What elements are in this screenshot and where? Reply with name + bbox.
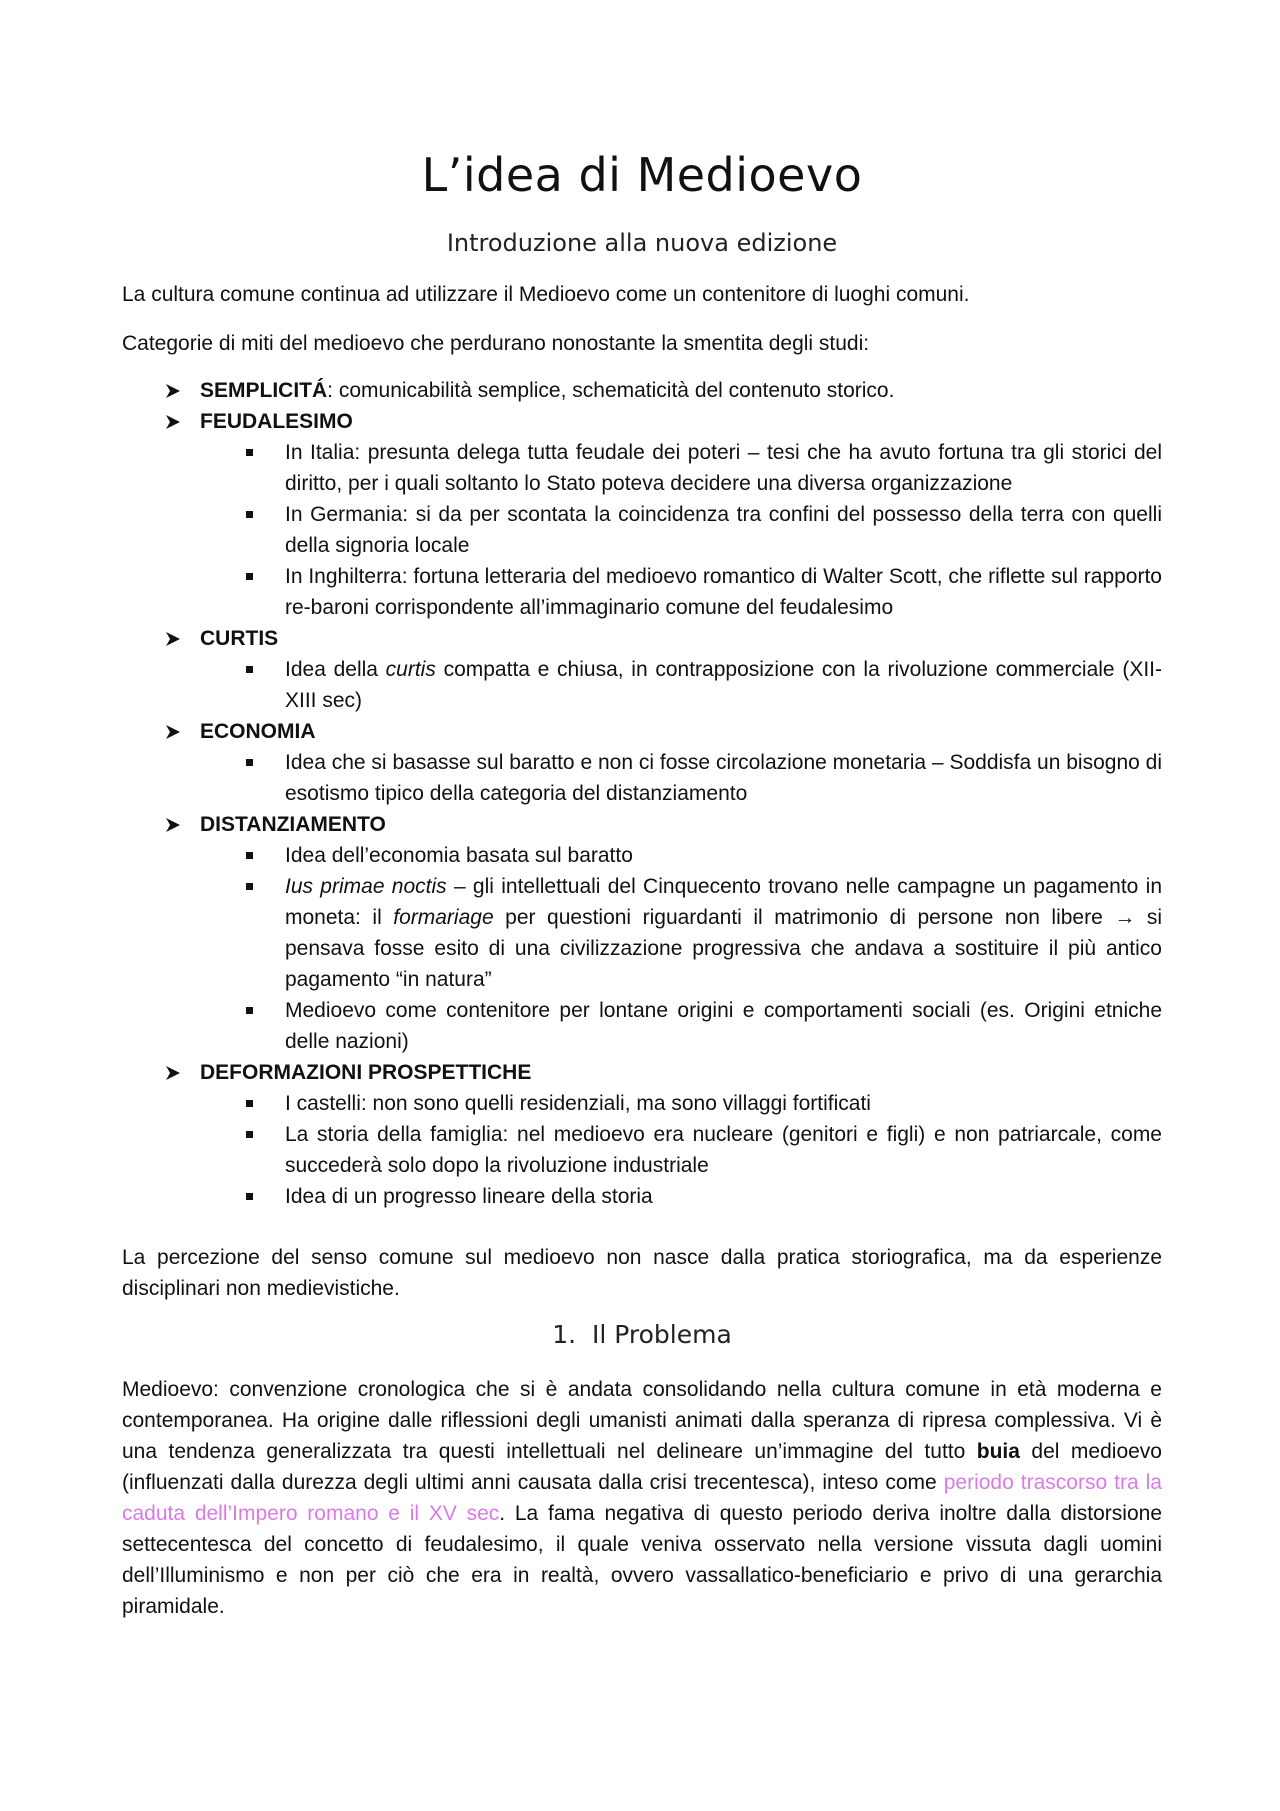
list-item: In Italia: presunta delega tutta feudale dei poteri – tesi che ha avuto fortuna tra gli storici del diritto, per i quali soltanto lo Stato poteva decidere una diversa organizzazione: [122, 437, 1162, 499]
category-label: DEFORMAZIONI PROSPETTICHE: [200, 1061, 532, 1084]
list-item: In Germania: si da per scontata la coincidenza tra confini del possesso della terra con quelli della signoria locale: [122, 499, 1162, 561]
intro-paragraph-1: La cultura comune continua ad utilizzare il Medioevo come un contenitore di luoghi comuni.: [122, 283, 970, 306]
list-item: Ius primae noctis – gli intellettuali del Cinquecento trovano nelle campagne un pagamento in moneta: il formariage per questioni riguardanti il matrimonio di persone non libere → si pensava fosse esito di una civilizzazione progressiva che andava a sostituire il più antico pagamento “in natura”: [122, 871, 1162, 995]
category-description: : comunicabilità semplice, schematicità del contenuto storico.: [327, 379, 895, 402]
highlighted-text: periodo trascorso tra la caduta dell’Impero romano e il XV sec: [122, 1471, 1162, 1525]
list-item: I castelli: non sono quelli residenziali, ma sono villaggi fortificati: [122, 1088, 1162, 1119]
category-economia: [122, 716, 1162, 747]
category-semplicita: [122, 375, 1162, 406]
square-bullet-icon: [246, 1131, 253, 1138]
square-bullet-icon: [246, 1100, 253, 1107]
category-curtis: [122, 623, 1162, 654]
document-title: L’idea di Medioevo: [421, 148, 863, 202]
myth-categories-list: [122, 375, 1162, 1212]
section-paragraph: Medioevo: convenzione cronologica che si è andata consolidando nella cultura comune in età moderna e contemporanea. Ha origine dalle riflessioni degli umanisti animati dalla speranza di ripresa complessiva. Vi è una tendenza generalizzata tra questi intellettuali nel delineare un’immagine del tutto buia del medioevo (influenzati dalla durezza degli ultimi anni causata dalla crisi trecentesca), inteso come periodo trascorso tra la caduta dell’Impero romano e il XV sec. La fama negativa di questo periodo deriva inoltre dalla distorsione settecentesca del concetto di feudalesimo, il quale veniva osservato nella versione vissuta dagli uomini dell’Illuminismo e non per ciò che era in realtà, ovvero vassallatico-beneficiario e privo di una gerarchia piramidale.: [122, 1378, 1162, 1618]
list-item: Idea di un progresso lineare della storia: [122, 1181, 1162, 1212]
category-label: CURTIS: [200, 627, 279, 650]
arrow-bullet-icon: [162, 1057, 184, 1088]
category-deformazioni-prospettiche: [122, 1057, 1162, 1088]
section-title: Il Problema: [591, 1320, 732, 1349]
intro-paragraph-2: Categorie di miti del medioevo che perdurano nonostante la smentita degli studi:: [122, 332, 870, 355]
category-label: ECONOMIA: [200, 720, 316, 743]
square-bullet-icon: [246, 449, 253, 456]
document-subtitle: Introduzione alla nuova edizione: [446, 229, 838, 257]
square-bullet-icon: [246, 883, 253, 890]
category-distanziamento: [122, 809, 1162, 840]
arrow-bullet-icon: [162, 716, 184, 747]
list-item: In Inghilterra: fortuna letteraria del medioevo romantico di Walter Scott, che riflette sul rapporto re-baroni corrispondente all’immaginario comune del feudalesimo: [122, 561, 1162, 623]
section-number: 1.: [552, 1320, 577, 1349]
arrow-bullet-icon: [162, 809, 184, 840]
list-item: Idea che si basasse sul baratto e non ci fosse circolazione monetaria – Soddisfa un bisogno di esotismo tipico della categoria del distanziamento: [122, 747, 1162, 809]
list-item: Idea della curtis compatta e chiusa, in contrapposizione con la rivoluzione commerciale (XII-XIII sec): [122, 654, 1162, 716]
square-bullet-icon: [246, 852, 253, 859]
square-bullet-icon: [246, 573, 253, 580]
category-label: SEMPLICITÁ: [200, 379, 328, 402]
arrow-bullet-icon: [162, 406, 184, 437]
right-arrow-icon: →: [1114, 906, 1136, 929]
square-bullet-icon: [246, 1007, 253, 1014]
list-item: La storia della famiglia: nel medioevo era nucleare (genitori e figli) e non patriarcale, come succederà solo dopo la rivoluzione industriale: [122, 1119, 1162, 1181]
square-bullet-icon: [246, 511, 253, 518]
list-item: Idea dell’economia basata sul baratto: [122, 840, 1162, 871]
square-bullet-icon: [246, 759, 253, 766]
category-label: DISTANZIAMENTO: [200, 813, 386, 836]
arrow-bullet-icon: [162, 623, 184, 654]
category-feudalesimo: [122, 406, 1162, 437]
list-item: Medioevo come contenitore per lontane origini e comportamenti sociali (es. Origini etniche delle nazioni): [122, 995, 1162, 1057]
section-heading: [122, 1320, 1162, 1349]
square-bullet-icon: [246, 666, 253, 673]
category-label: FEUDALESIMO: [200, 410, 353, 433]
square-bullet-icon: [246, 1193, 253, 1200]
conclusion-paragraph: La percezione del senso comune sul medioevo non nasce dalla pratica storiografica, ma da esperienze disciplinari non medievistiche.: [122, 1246, 1162, 1300]
arrow-bullet-icon: [162, 375, 184, 406]
